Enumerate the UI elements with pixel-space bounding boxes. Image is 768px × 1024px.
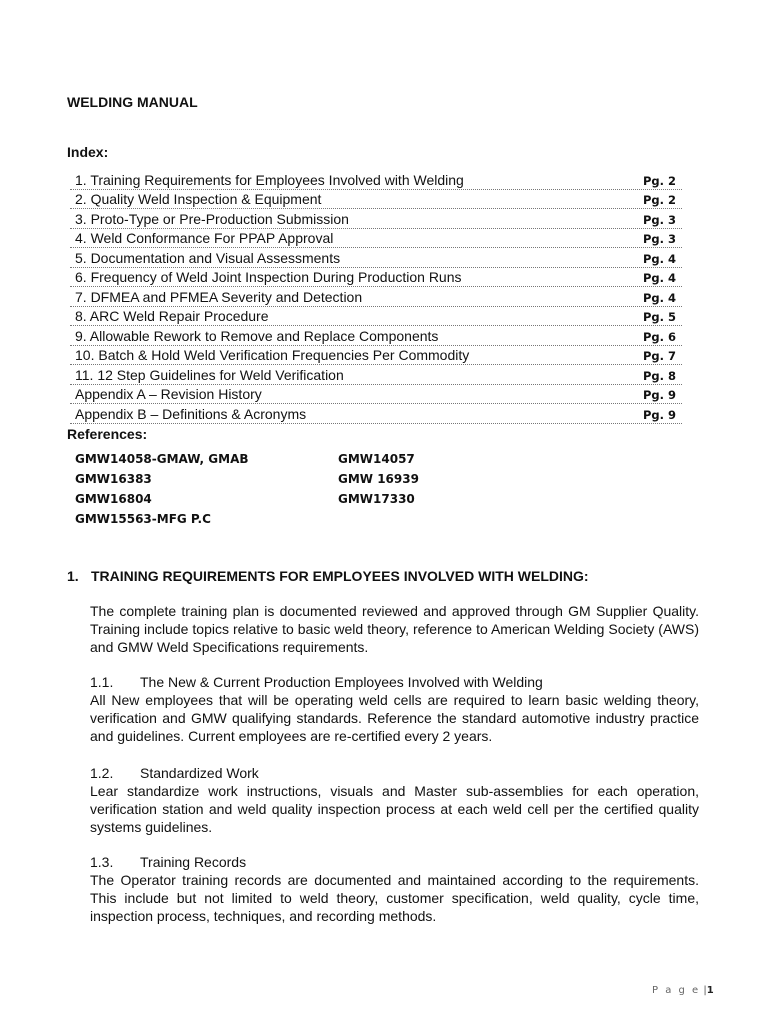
index-item-page: Pg. 4 (643, 251, 677, 266)
index-item-text: Appendix B – Definitions & Acronyms (75, 405, 307, 422)
index-item-page: Pg. 2 (643, 173, 677, 188)
subsection-title (90, 853, 246, 871)
index-item[interactable] (70, 248, 682, 268)
reference-code: GMW16383 (75, 472, 152, 486)
section-1-intro: The complete training plan is documented reviewed and approved through GM Supplier Quality. Training include topics relative to basic weld theory, reference to American Welding Society (AWS) and GMW Weld Specifications requirements. (90, 603, 699, 655)
index-item-text: 8. ARC Weld Repair Procedure (75, 308, 269, 324)
index-item-page: Pg. 3 (643, 212, 677, 227)
index-item[interactable] (70, 287, 682, 307)
index-item-text: 10. Batch & Hold Weld Verification Frequencies Per Commodity (75, 347, 470, 363)
footer-separator: | (703, 985, 707, 996)
footer-page-label: P a g e (652, 985, 701, 996)
index-item[interactable] (70, 404, 682, 424)
reference-row (75, 452, 475, 472)
subsection-title (90, 764, 259, 782)
section-title: TRAINING REQUIREMENTS FOR EMPLOYEES INVOLVED WITH WELDING: (91, 568, 589, 584)
index-item[interactable] (70, 209, 682, 229)
index-item-page: Pg. 5 (643, 310, 677, 324)
index-item-text: 6. Frequency of Weld Joint Inspection During Production Runs (75, 269, 462, 285)
subsection-title (90, 673, 543, 691)
subsection-body: All New employees that will be operating weld cells are required to learn basic welding theory, verification and GMW qualifying standards. Reference the standard automotive industry practice and guidelines. Current employees are re-certified every 2 years. (90, 692, 699, 744)
references-label: References: (67, 426, 148, 442)
index-item-text: 4. Weld Conformance For PPAP Approval (75, 230, 334, 246)
subsection-number: 1.1. (90, 674, 114, 690)
index-item-page: Pg. 8 (643, 368, 677, 383)
index-item-text: 3. Proto-Type or Pre-Production Submission (75, 210, 349, 227)
index-item[interactable] (70, 170, 682, 190)
document-title: WELDING MANUAL (67, 94, 198, 110)
subsection-body: The Operator training records are documented and maintained according to the requirements. This include but not limited to weld theory, customer specification, weld quality, cycle time, inspection process, techniques, and recording methods. (90, 872, 699, 924)
index-item-text: 1. Training Requirements for Employees Involved with Welding (75, 171, 464, 188)
index-item-page: Pg. 9 (643, 388, 677, 402)
reference-row (75, 512, 475, 532)
reference-code: GMW16804 (75, 492, 152, 506)
index-item[interactable] (70, 326, 682, 346)
index-label: Index: (67, 144, 109, 160)
index-item-page: Pg. 6 (643, 329, 677, 344)
index-item-page: Pg. 7 (643, 349, 677, 363)
index-item-text: Appendix A – Revision History (75, 386, 262, 402)
reference-code: GMW17330 (338, 492, 415, 506)
subsection-number: 1.2. (90, 765, 114, 781)
index-item-page: Pg. 2 (643, 193, 677, 207)
subsection-name: Training Records (140, 854, 247, 870)
footer-page-number: 1 (706, 985, 714, 996)
page-footer (652, 985, 714, 996)
index-item-page: Pg. 4 (643, 290, 677, 305)
index-item[interactable] (70, 190, 682, 210)
index-item-page: Pg. 4 (643, 271, 677, 285)
subsection-number: 1.3. (90, 854, 114, 870)
index-list (70, 170, 682, 424)
index-item[interactable] (70, 346, 682, 366)
reference-code: GMW 16939 (338, 472, 419, 486)
index-item-page: Pg. 3 (643, 232, 677, 246)
index-item[interactable] (70, 307, 682, 327)
section-1-heading (67, 568, 589, 584)
reference-row (75, 492, 475, 512)
index-item-text: 2. Quality Weld Inspection & Equipment (75, 191, 322, 207)
index-item-text: 9. Allowable Rework to Remove and Replace Components (75, 327, 439, 344)
references-grid (75, 452, 475, 532)
index-item[interactable] (70, 268, 682, 288)
reference-code: GMW14057 (338, 452, 415, 466)
reference-code: GMW14058-GMAW, GMAB (75, 452, 249, 466)
index-item[interactable] (70, 385, 682, 405)
index-item-text: 11. 12 Step Guidelines for Weld Verification (75, 366, 344, 383)
subsection-name: Standardized Work (140, 765, 259, 781)
index-item-page: Pg. 9 (643, 407, 677, 422)
index-item-text: 5. Documentation and Visual Assessments (75, 249, 341, 266)
subsection-body: Lear standardize work instructions, visuals and Master sub-assemblies for each operation, verification station and weld quality inspection process at each weld cell per the certified quality systems guidelines. (90, 783, 699, 835)
index-item[interactable] (70, 365, 682, 385)
reference-row (75, 472, 475, 492)
reference-code: GMW15563-MFG P.C (75, 512, 211, 526)
index-item-text: 7. DFMEA and PFMEA Severity and Detection (75, 288, 363, 305)
index-item[interactable] (70, 229, 682, 249)
subsection-name: The New & Current Production Employees Involved with Welding (140, 674, 543, 690)
section-number: 1. (67, 568, 79, 584)
